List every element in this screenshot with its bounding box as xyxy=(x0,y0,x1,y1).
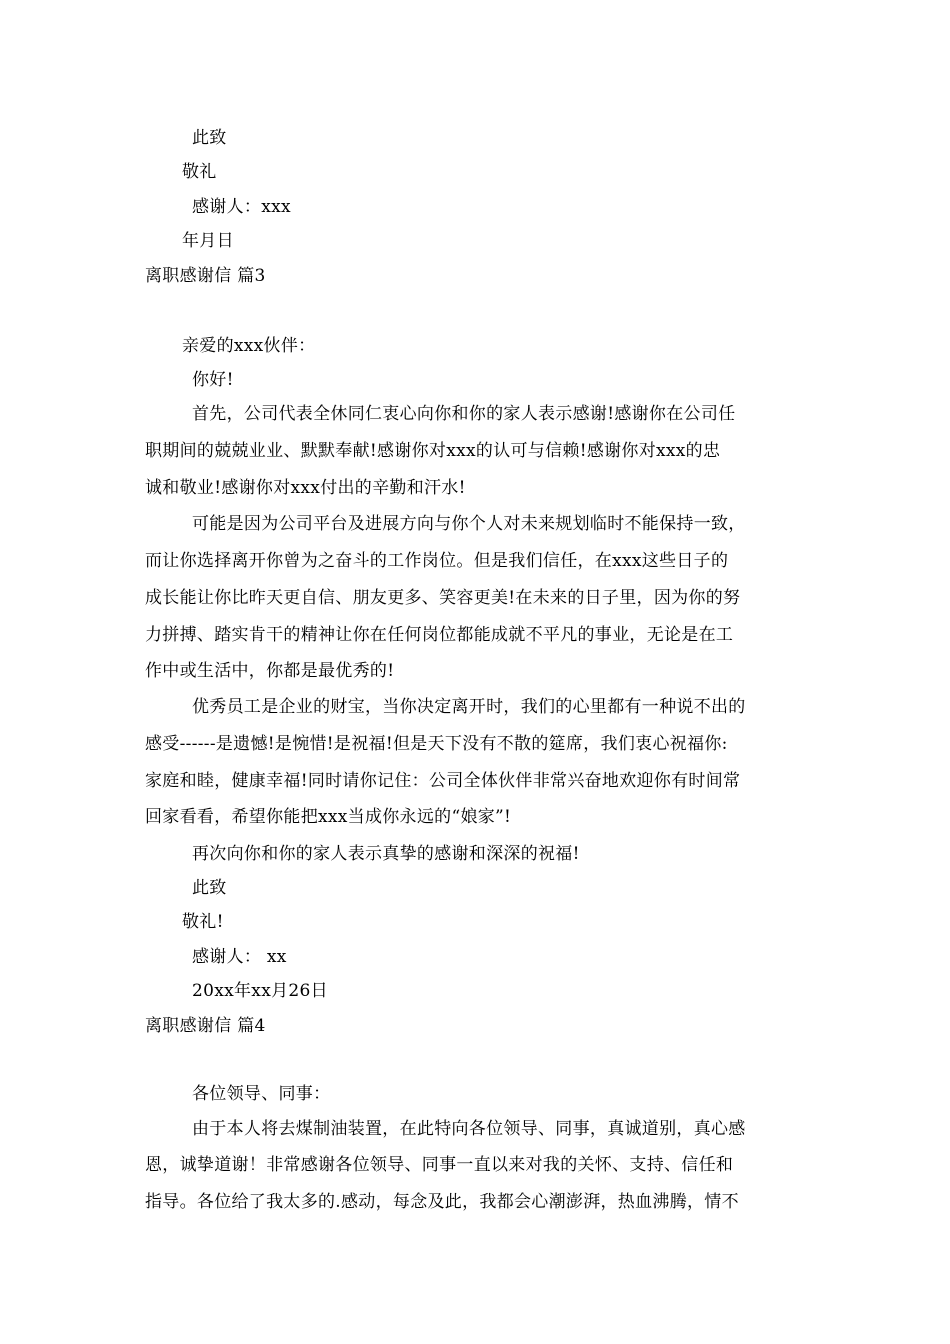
signer-line: 感谢人： xx xyxy=(192,947,287,967)
letter-hello: 你好! xyxy=(192,370,234,390)
paragraph-line: 再次向你和你的家人表示真挚的感谢和深深的祝福! xyxy=(192,844,580,864)
date-line: 年月日 xyxy=(182,231,234,251)
paragraph-line: 家庭和睦，健康幸福!同时请你记住：公司全体伙伴非常兴奋地欢迎你有时间常 xyxy=(145,771,741,791)
closing-line: 敬礼! xyxy=(182,912,224,932)
paragraph-line: 成长能让你比昨天更自信、朋友更多、笑容更美!在未来的日子里，因为你的努 xyxy=(145,588,741,608)
paragraph-line: 力拼搏、踏实肯干的精神让你在任何岗位都能成就不平凡的事业，无论是在工 xyxy=(145,625,734,645)
paragraph-line: 可能是因为公司平台及进展方向与你个人对未来规划临时不能保持一致， xyxy=(192,514,746,534)
paragraph-line: 作中或生活中，你都是最优秀的! xyxy=(145,661,395,681)
letter-greeting: 各位领导、同事： xyxy=(192,1084,331,1104)
paragraph-line: 由于本人将去煤制油装置，在此特向各位领导、同事，真诚道别，真心感 xyxy=(192,1119,746,1139)
signer-line: 感谢人：xxx xyxy=(192,197,291,217)
section-heading: 离职感谢信 篇4 xyxy=(145,1016,266,1036)
paragraph-line: 感受------是遗憾!是惋惜!是祝福!但是天下没有不散的筵席，我们衷心祝福你: xyxy=(145,734,728,754)
closing-line: 此致 xyxy=(192,878,227,898)
closing-line: 敬礼 xyxy=(182,162,217,182)
paragraph-line: 优秀员工是企业的财宝，当你决定离开时，我们的心里都有一种说不出的 xyxy=(192,697,746,717)
letter-greeting: 亲爱的xxx伙伴： xyxy=(182,336,316,356)
paragraph-line: 而让你选择离开你曾为之奋斗的工作岗位。但是我们信任，在xxx这些日子的 xyxy=(145,551,729,571)
section-heading: 离职感谢信 篇3 xyxy=(145,266,266,286)
paragraph-line: 首先，公司代表全休同仁衷心向你和你的家人表示感谢!感谢你在公司任 xyxy=(192,404,736,424)
date-line: 20xx年xx月26日 xyxy=(192,981,328,1001)
paragraph-line: 指导。各位给了我太多的.感动，每念及此，我都会心潮澎湃，热血沸腾，情不 xyxy=(145,1192,739,1212)
paragraph-line: 恩，诚挚道谢！非常感谢各位领导、同事一直以来对我的关怀、支持、信任和 xyxy=(145,1155,734,1175)
paragraph-line: 回家看看，希望你能把xxx当成你永远的“娘家”! xyxy=(145,807,512,827)
closing-line: 此致 xyxy=(192,128,227,148)
paragraph-line: 职期间的兢兢业业、默默奉献!感谢你对xxx的认可与信赖!感谢你对xxx的忠 xyxy=(145,441,721,461)
paragraph-line: 诚和敬业!感谢你对xxx付出的辛勤和汗水! xyxy=(145,478,466,498)
